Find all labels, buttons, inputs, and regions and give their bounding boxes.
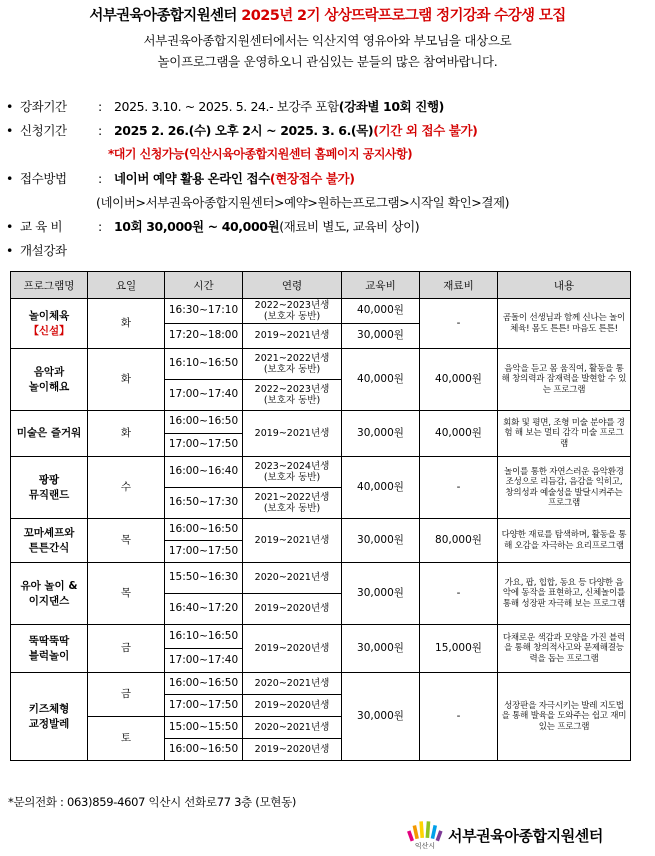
iksan-logo xyxy=(405,816,445,850)
contact-info: *문의전화 : 063)859-4607 익산시 선화로77 3층 (모현동) xyxy=(8,795,297,809)
title-main: 2025년 2기 상상뜨락프로그램 정기강좌 수강생 모집 xyxy=(241,8,566,24)
header-material: 재료비 xyxy=(420,272,498,299)
time-cell: 16:00~16:40 xyxy=(165,457,243,488)
table-row xyxy=(11,349,631,380)
day-cell: 화 xyxy=(88,349,165,411)
material-cell: - xyxy=(420,457,498,519)
content-cell: 다채로운 색감과 모양을 가진 블럭을 통해 창의적사고와 문제해결능력을 돕는 프로그램 xyxy=(498,625,631,673)
time-cell: 17:20~18:00 xyxy=(165,324,243,349)
material-cell: - xyxy=(420,673,498,761)
material-cell: 80,000원 xyxy=(420,519,498,563)
day-cell: 금 xyxy=(88,673,165,717)
fee-cell: 30,000원 xyxy=(342,673,420,761)
time-cell: 16:40~17:20 xyxy=(165,594,243,625)
content-cell: 다양한 재료를 탐색하며, 활동을 통해 오감을 자극하는 요리프로그램 xyxy=(498,519,631,563)
header-age: 연령 xyxy=(243,272,342,299)
age-cell: 2019~2020년생 xyxy=(243,625,342,673)
age-cell: 2019~2020년생 xyxy=(243,739,342,761)
program-name: 유아 놀이 & 이지댄스 xyxy=(11,563,88,625)
intro-line-2: 놀이프로그램을 운영하오니 관심있는 분들의 많은 참여바랍니다. xyxy=(157,54,498,69)
material-cell: 40,000원 xyxy=(420,349,498,411)
fee-cell: 40,000원 xyxy=(342,299,420,324)
program-name: 키즈체형 교정발레 xyxy=(11,673,88,761)
logo-stripe xyxy=(413,825,419,839)
intro-line-1: 서부권육아종합지원센터에서는 익산지역 영유아와 부모님을 대상으로 xyxy=(143,33,512,48)
time-cell: 17:00~17:50 xyxy=(165,695,243,717)
program-name: 미술은 즐거워 xyxy=(11,411,88,457)
fee-cell: 30,000원 xyxy=(342,411,420,457)
program-name: 음악과 놀이해요 xyxy=(11,349,88,411)
content-cell: 가요, 팝, 힙합, 동요 등 다양한 음악에 동작을 표현하고, 신체놀이를 통해 성장판 자극해 보는 프로그램 xyxy=(498,563,631,625)
logo-text: 익산시 xyxy=(414,842,436,850)
logo-stripe xyxy=(407,830,414,841)
header-time: 시간 xyxy=(165,272,243,299)
header-content: 내용 xyxy=(498,272,631,299)
time-cell: 17:00~17:40 xyxy=(165,380,243,411)
logo-stripe xyxy=(436,830,443,841)
time-cell: 16:00~16:50 xyxy=(165,411,243,434)
fee-cell: 40,000원 xyxy=(342,457,420,519)
table-row xyxy=(11,457,631,488)
content-cell: 곰돌이 선생님과 함께 신나는 놀이체육! 몸도 튼튼! 마음도 튼튼! xyxy=(498,299,631,349)
info-method: • 접수방법 : 네이버 예약 활용 온라인 접수(현장접수 불가) xyxy=(6,171,355,186)
info-fee: • 교 육 비 : 10회 30,000원 ~ 40,000원(재료비 별도, 교육비 상이) xyxy=(6,219,420,234)
age-cell: 2022~2023년생 (보호자 동반) xyxy=(243,299,342,324)
age-cell: 2019~2020년생 xyxy=(243,594,342,625)
info-apply: • 신청기간 : 2025 2. 26.(수) 오후 2시 ~ 2025. 3. 6.(목)(기간 외 접수 불가) xyxy=(6,123,478,138)
table-header-row xyxy=(11,272,631,299)
material-cell: - xyxy=(420,563,498,625)
program-name: 뚝딱뚝딱 블럭놀이 xyxy=(11,625,88,673)
material-cell: 15,000원 xyxy=(420,625,498,673)
material-cell: 40,000원 xyxy=(420,411,498,457)
table-row xyxy=(11,299,631,324)
time-cell: 17:00~17:50 xyxy=(165,541,243,563)
logo-stripe xyxy=(419,821,424,838)
fee-cell: 30,000원 xyxy=(342,563,420,625)
age-cell: 2020~2021년생 xyxy=(243,673,342,695)
age-cell: 2023~2024년생 (보호자 동반) xyxy=(243,457,342,488)
header-day: 요일 xyxy=(88,272,165,299)
age-cell: 2020~2021년생 xyxy=(243,717,342,739)
fee-cell: 40,000원 xyxy=(342,349,420,411)
age-cell: 2019~2021년생 xyxy=(243,519,342,563)
header-fee: 교육비 xyxy=(342,272,420,299)
table-row xyxy=(11,625,631,649)
material-cell: - xyxy=(420,299,498,349)
new-tag: 【신설】 xyxy=(28,324,70,337)
day-cell: 화 xyxy=(88,411,165,457)
time-cell: 17:00~17:50 xyxy=(165,434,243,457)
time-cell: 15:00~15:50 xyxy=(165,717,243,739)
time-cell: 16:30~17:10 xyxy=(165,299,243,324)
age-cell: 2021~2022년생 (보호자 동반) xyxy=(243,349,342,380)
content-cell: 회화 및 평면, 조형 미술 분야를 경험 해 보는 멀티 감각 미술 프로그램 xyxy=(498,411,631,457)
info-method-path: (네이버>서부권육아종합지원센터>예약>원하는프로그램>시작일 확인>결제) xyxy=(96,195,510,210)
day-cell: 금 xyxy=(88,625,165,673)
time-cell: 16:50~17:30 xyxy=(165,488,243,519)
program-name: 놀이체육 【신설】 xyxy=(11,299,88,349)
day-cell: 수 xyxy=(88,457,165,519)
time-cell: 15:50~16:30 xyxy=(165,563,243,594)
fee-cell: 30,000원 xyxy=(342,519,420,563)
info-period: • 강좌기간 : 2025. 3.10. ~ 2025. 5. 24.- 보강주 포함(강좌별 10회 진행) xyxy=(6,99,444,114)
age-cell: 2021~2022년생 (보호자 동반) xyxy=(243,488,342,519)
time-cell: 16:00~16:50 xyxy=(165,519,243,541)
info-courses: • 개설강좌 xyxy=(6,243,67,258)
table-row xyxy=(11,673,631,695)
content-cell: 음악을 듣고 몸 움직여, 활동을 통해 창의력과 잠재력을 발현할 수 있는 프로그램 xyxy=(498,349,631,411)
time-cell: 16:00~16:50 xyxy=(165,739,243,761)
logo-stripe xyxy=(426,821,431,838)
age-cell: 2020~2021년생 xyxy=(243,563,342,594)
age-cell: 2019~2020년생 xyxy=(243,695,342,717)
table-row xyxy=(11,519,631,541)
table-row xyxy=(11,563,631,594)
time-cell: 16:00~16:50 xyxy=(165,673,243,695)
footer-center-name: 서부권육아종합지원센터 xyxy=(448,827,603,845)
day-cell: 토 xyxy=(88,717,165,761)
program-name: 꼬마셰프와 튼튼간식 xyxy=(11,519,88,563)
content-cell: 놀이를 통한 자연스러운 음악환경 조성으로 리듬감, 음감을 익히고, 창의성과 예술성을 발달시켜주는 프로그램 xyxy=(498,457,631,519)
logo-stripes xyxy=(407,821,443,841)
age-cell: 2019~2021년생 xyxy=(243,411,342,457)
content-cell: 성장판을 자극시키는 발레 지도법을 통해 발육을 도와주는 쉽고 재미있는 프로그램 xyxy=(498,673,631,761)
course-table xyxy=(10,271,631,761)
fee-cell: 30,000원 xyxy=(342,625,420,673)
day-cell: 화 xyxy=(88,299,165,349)
page-title xyxy=(0,4,655,25)
header-program: 프로그램명 xyxy=(11,272,88,299)
day-cell: 목 xyxy=(88,519,165,563)
time-cell: 16:10~16:50 xyxy=(165,349,243,380)
age-cell: 2019~2021년생 xyxy=(243,324,342,349)
time-cell: 17:00~17:40 xyxy=(165,649,243,673)
time-cell: 16:10~16:50 xyxy=(165,625,243,649)
table-row xyxy=(11,411,631,434)
day-cell: 목 xyxy=(88,563,165,625)
logo-stripe xyxy=(431,825,437,839)
fee-cell: 30,000원 xyxy=(342,324,420,349)
program-name: 팡팡 뮤직랜드 xyxy=(11,457,88,519)
title-center-name: 서부권육아종합지원센터 xyxy=(89,8,237,24)
info-apply-waitlist: *대기 신청가능(익산시육아종합지원센터 홈페이지 공지사항) xyxy=(108,147,413,161)
age-cell: 2022~2023년생 (보호자 동반) xyxy=(243,380,342,411)
